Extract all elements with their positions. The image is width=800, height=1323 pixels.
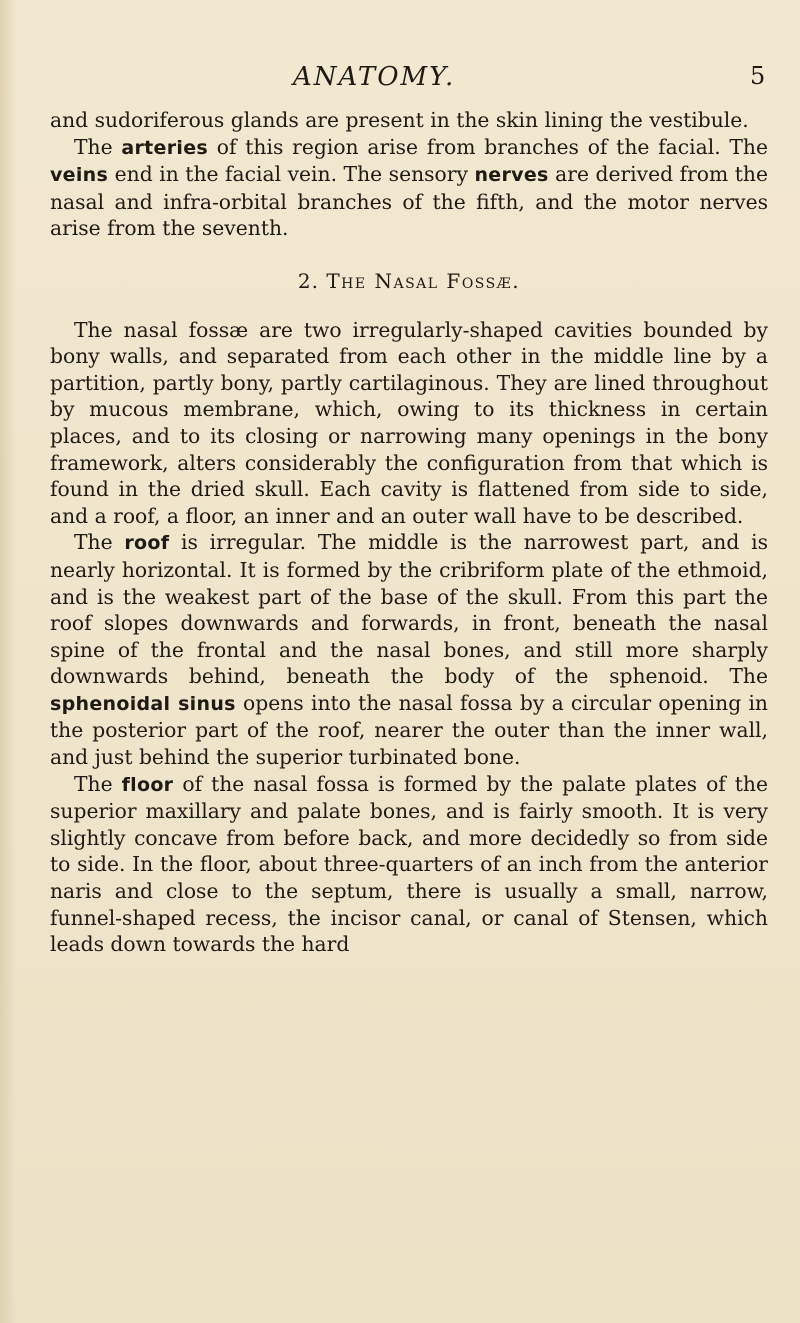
paragraph-floor xyxy=(50,771,768,958)
section-number: 2. xyxy=(297,268,319,293)
text-run: The xyxy=(74,530,113,555)
body-text xyxy=(50,107,768,958)
text-run: end in the facial vein. The sensory xyxy=(114,162,468,187)
text-run: is irregular. The middle is the narrowest part, and is nearly horizontal. It is formed by the cribriform plate of the ethmoid, and is the weakest part of the base of the skull. From this part the roof slopes downwards and forwards, in front, beneath the nasal spine of the frontal and the nasal bones, and still more sharply downwards behind, beneath the body of the sphenoid. The xyxy=(50,530,768,689)
section-title: The Nasal Fossæ. xyxy=(326,268,521,293)
paragraph-nasal-fossae-intro: The nasal fossæ are two irregularly-shaped cavities bounded by bony walls, and separated from each other in the middle line by a partition, partly bony, partly cartilaginous. They are lined throughout by mucous membrane, which, owing to its thickness in certain places, and to its closing or narrowing many openings in the bony framework, alters considerably the configuration from that which is found in the dried skull. Each cavity is flattened from side to side, and a roof, a floor, an inner and an outer wall have to be described. xyxy=(50,317,768,528)
running-title: ANATOMY. xyxy=(293,62,456,92)
text-run: are derived from the nasal and infra-orbital branches of the fifth, and the motor nerves arise from the seventh. xyxy=(50,162,768,241)
keyword-floor: floor xyxy=(121,773,174,796)
keyword-arteries: arteries xyxy=(121,136,209,159)
text-run: opens into the nasal fossa by a circular opening in the posterior part of the roof, nearer the outer than the inner wall, and just behind the superior turbinated bone. xyxy=(50,690,768,770)
paragraph-vessels-nerves xyxy=(50,134,768,242)
paragraph-vestibule-end: and sudoriferous glands are present in the skin lining the vestibule. xyxy=(50,108,749,132)
section-heading xyxy=(50,268,768,295)
running-head xyxy=(0,62,800,102)
text-run: of this region arise from branches of the facial. The xyxy=(216,134,769,159)
text-run: of the nasal fossa is formed by the palate plates of the superior maxillary and palate bones, and is fairly smooth. It is very slightly concave from before back, and more decidedly so from side to side. In the floor, about three-quarters of an inch from the anterior naris and close to the septum, there is usually a small, narrow, funnel-shaped recess, the incisor canal, or canal of Stensen, which leads down towards the hard xyxy=(50,771,768,957)
text-run: The xyxy=(74,134,113,159)
page-gutter-shadow xyxy=(0,0,16,1323)
keyword-sphenoidal-sinus: sphenoidal sinus xyxy=(50,692,236,715)
text-run: The xyxy=(74,771,113,796)
page-number: 5 xyxy=(750,62,768,90)
keyword-veins: veins xyxy=(50,164,109,187)
keyword-roof: roof xyxy=(124,532,170,555)
paragraph-roof xyxy=(50,529,768,770)
keyword-nerves: nerves xyxy=(474,164,549,187)
